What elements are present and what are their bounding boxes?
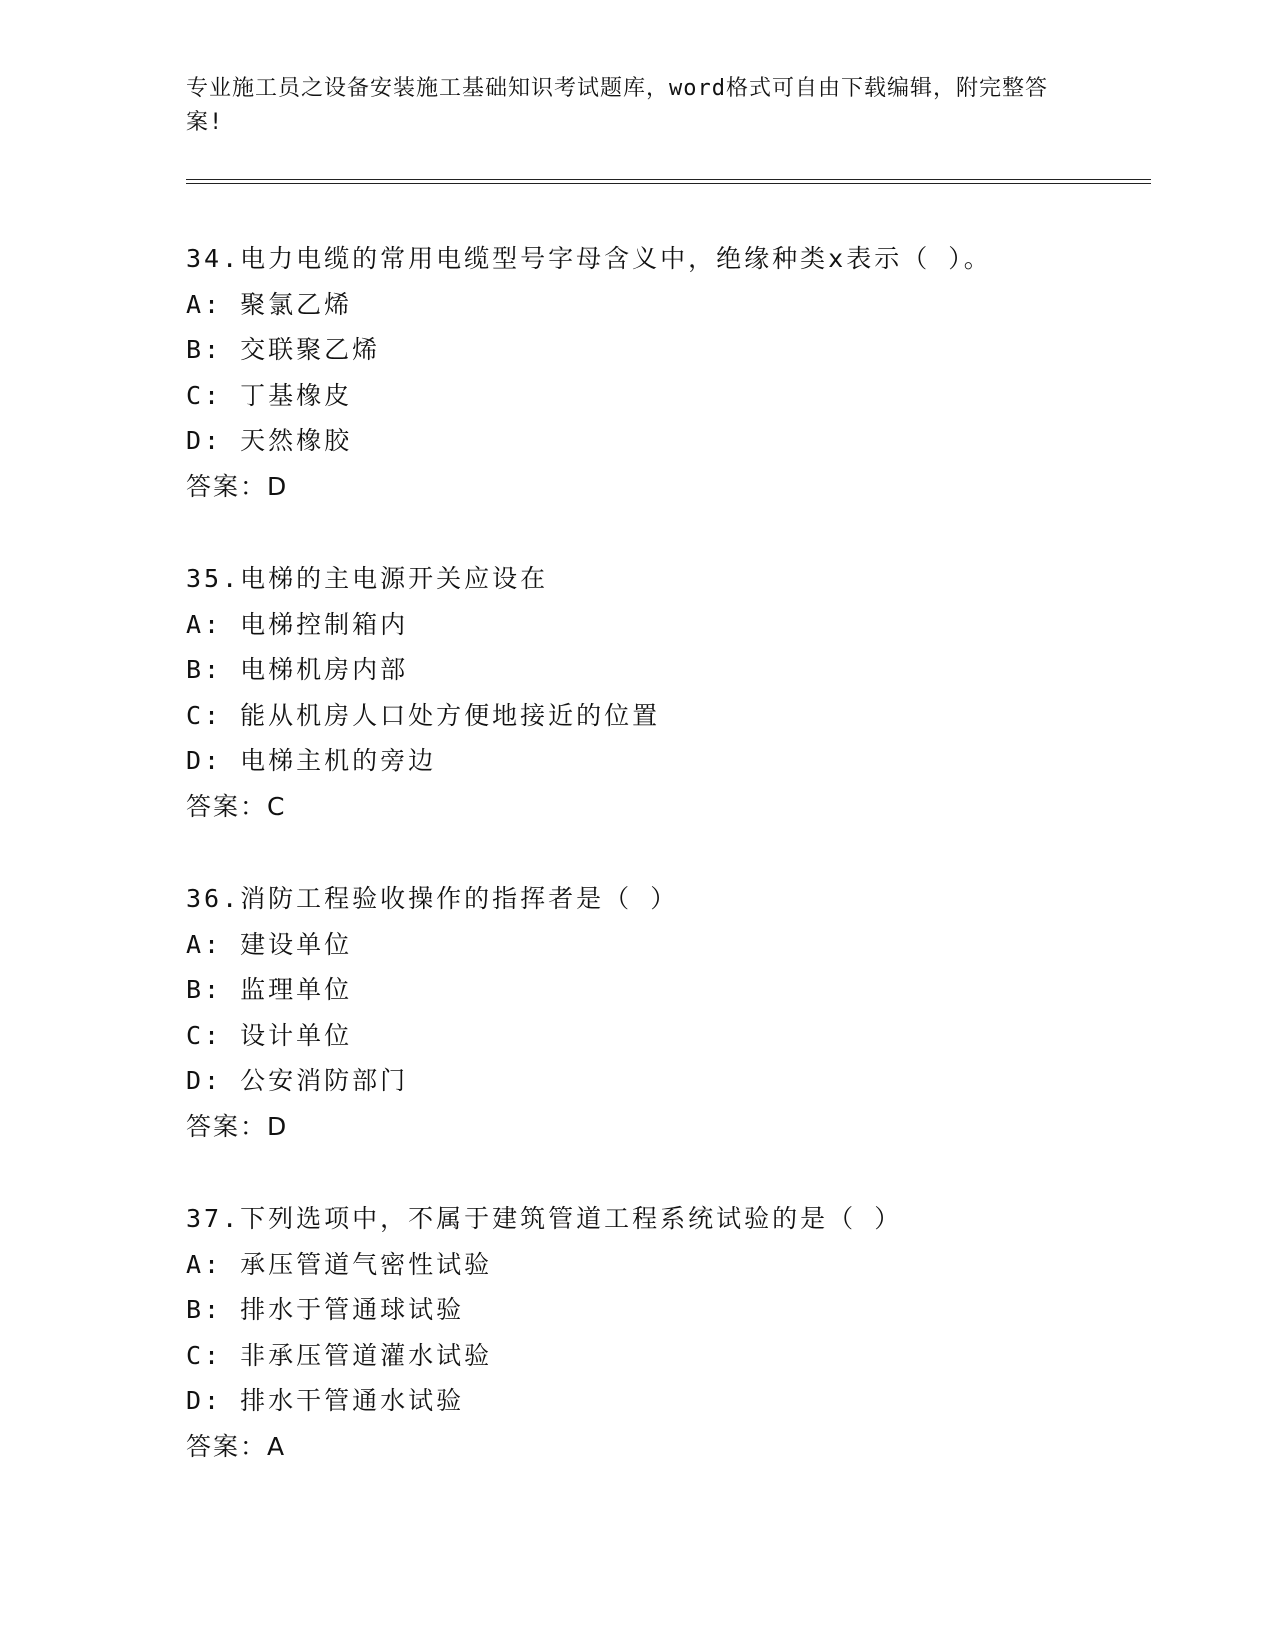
option-d: D: 公安消防部门: [186, 1066, 409, 1095]
question-stem: 34.电力电缆的常用电缆型号字母含义中，绝缘种类x表示（ ）。: [186, 244, 992, 273]
option-c: C: 能从机房人口处方便地接近的位置: [186, 700, 661, 730]
question-stem: 37.下列选项中，不属于建筑管道工程系统试验的是（ ）: [186, 1204, 903, 1233]
option-a: A: 建设单位: [186, 929, 353, 959]
header-divider-top: [186, 179, 1151, 180]
answer-line: 答案：A: [186, 1431, 287, 1461]
option-a: A: 电梯控制箱内: [186, 609, 409, 639]
option-d: D: 电梯主机的旁边: [186, 746, 437, 775]
answer-line: 答案：D: [186, 1111, 289, 1141]
option-d: D: 排水干管通水试验: [186, 1386, 465, 1415]
option-b: B: 监理单位: [186, 975, 353, 1004]
header-note: 专业施工员之设备安装施工基础知识考试题库，word格式可自由下载编辑，附完整答案!: [186, 76, 1048, 135]
question-block: [186, 556, 1151, 829]
question-block: [186, 1196, 1151, 1469]
answer-line: 答案：C: [186, 791, 287, 821]
option-c: C: 非承压管道灌水试验: [186, 1340, 493, 1370]
option-c: C: 丁基橡皮: [186, 380, 353, 410]
option-a: A: 聚氯乙烯: [186, 289, 353, 319]
option-b: B: 排水于管通球试验: [186, 1295, 465, 1324]
option-b: B: 电梯机房内部: [186, 655, 409, 684]
answer-line: 答案：D: [186, 471, 289, 501]
question-block: [186, 236, 1151, 509]
option-a: A: 承压管道气密性试验: [186, 1249, 493, 1279]
header-divider-bottom: [186, 183, 1151, 184]
option-c: C: 设计单位: [186, 1020, 353, 1050]
option-d: D: 天然橡胶: [186, 426, 353, 455]
question-stem: 36.消防工程验收操作的指挥者是（ ）: [186, 884, 679, 913]
question-stem: 35.电梯的主电源开关应设在: [186, 564, 549, 593]
option-b: B: 交联聚乙烯: [186, 335, 381, 364]
question-block: [186, 876, 1151, 1149]
